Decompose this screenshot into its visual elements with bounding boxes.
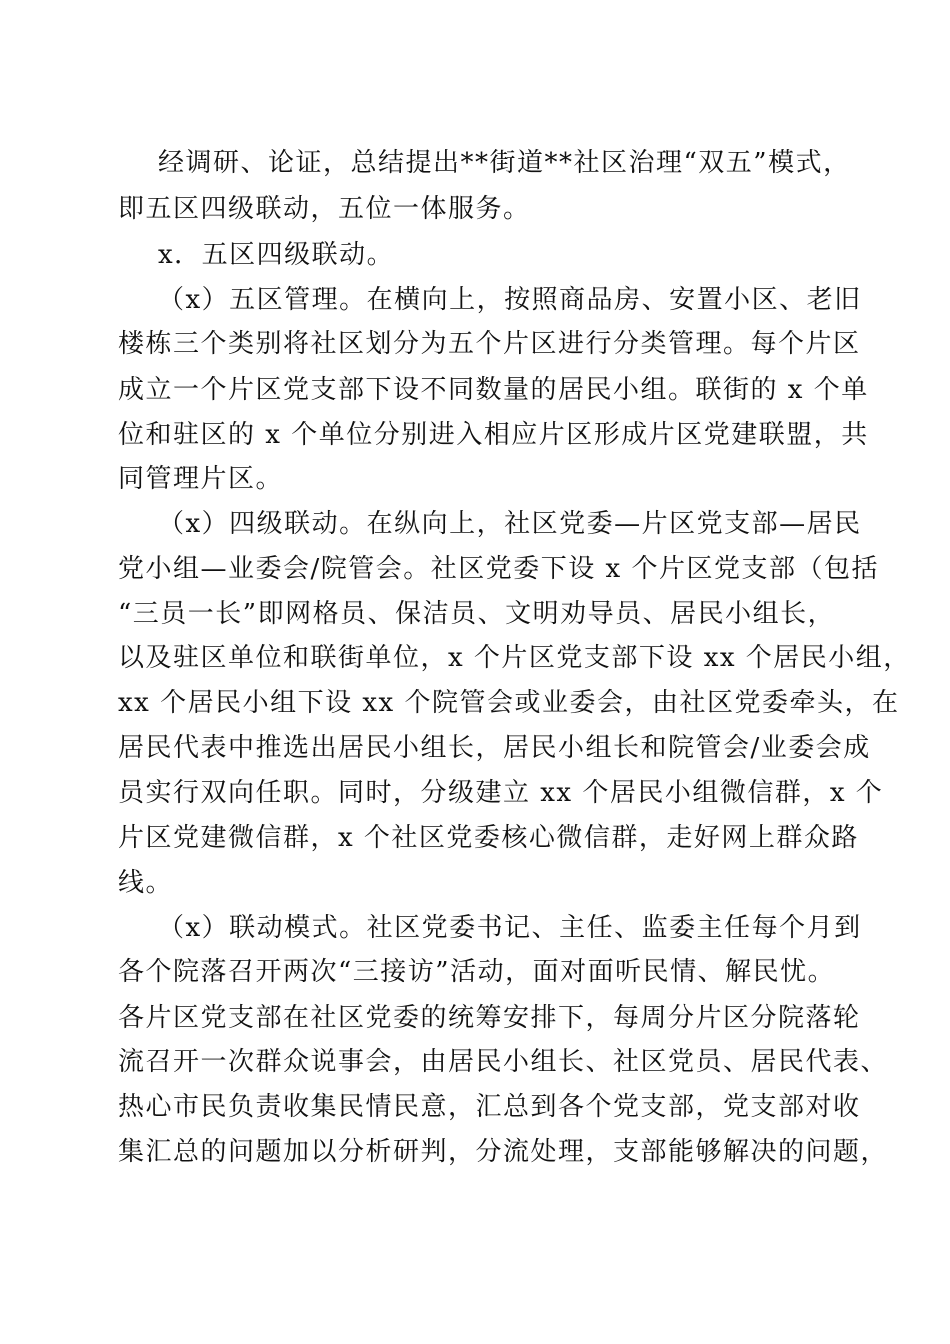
section-heading: x．五区四级联动。 (158, 240, 395, 270)
text-line: （x）五区管理。在横向上，按照商品房、安置小区、老旧 (158, 285, 862, 315)
text-line: 成立一个片区党支部下设不同数量的居民小组。联街的 x 个单 (118, 375, 869, 405)
text-line: 楼栋三个类别将社区划分为五个片区进行分类管理。每个片区 (118, 329, 861, 359)
text-line: 同管理片区。 (118, 464, 284, 494)
text-line: 各片区党支部在社区党委的统筹安排下，每周分片区分院落轮 (118, 1003, 861, 1033)
text-line: 流召开一次群众说事会，由居民小组长、社区党员、居民代表、 (118, 1047, 889, 1077)
text-line: 集汇总的问题加以分析研判，分流处理，支部能够解决的问题， (118, 1137, 889, 1167)
text-line: （x）联动模式。社区党委书记、主任、监委主任每个月到 (158, 913, 862, 943)
text-line: 居民代表中推选出居民小组长，居民小组长和院管会/业委会成 (118, 733, 871, 763)
text-line: 员实行双向任职。同时，分级建立 xx 个居民小组微信群，x 个 (118, 778, 884, 808)
text-line: xx 个居民小组下设 xx 个院管会或业委会，由社区党委牵头，在 (118, 688, 900, 718)
text-line: 片区党建微信群，x 个社区党委核心微信群，走好网上群众路 (118, 823, 859, 853)
text-line: 以及驻区单位和联街单位，x 个片区党支部下设 xx 个居民小组， (118, 643, 911, 673)
text-line: 各个院落召开两次“三接访”活动，面对面听民情、解民忧。 (118, 957, 836, 987)
text-line: “三员一长”即网格员、保洁员、文明劝导员、居民小组长， (118, 599, 836, 629)
text-line: 热心市民负责收集民情民意，汇总到各个党支部，党支部对收 (118, 1092, 861, 1122)
text-line: 线。 (118, 868, 174, 898)
text-line: （x）四级联动。在纵向上，社区党委—片区党支部—居民 (158, 509, 862, 539)
text-line: 经调研、论证，总结提出**街道**社区治理“双五”模式， (158, 148, 851, 178)
text-line: 党小组—业委会/院管会。社区党委下设 x 个片区党支部（包括 (118, 554, 879, 584)
text-line: 位和驻区的 x 个单位分别进入相应片区形成片区党建联盟，共 (118, 420, 869, 450)
text-line: 即五区四级联动，五位一体服务。 (118, 194, 531, 224)
